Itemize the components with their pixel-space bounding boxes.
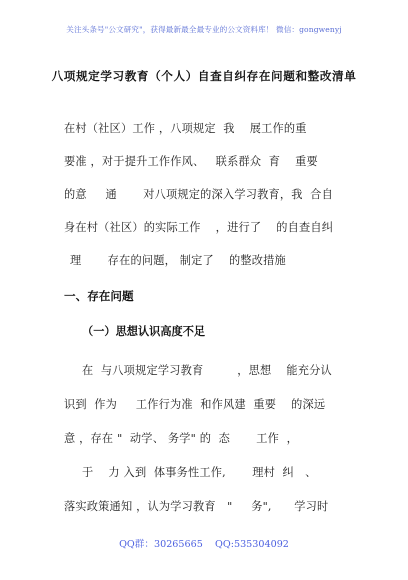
intro-line: 要准 ，对于提升工作作风、 联系群众 育 重要 (64, 155, 318, 168)
body-line: 在 与八项规定学习教育 ，思想 能充分认 (82, 364, 332, 377)
intro-line: 的意 通 对八项规定的深入学习教育，我 合自 (64, 188, 333, 201)
body-line: 于 力 入到 体事务性工作, 理村 纠 、 (82, 466, 317, 479)
intro-line: 身在村（社区）的实际工作 ，进行了 的自查自纠 (64, 221, 334, 234)
subsection-heading: （一）思想认识高度不足 (82, 324, 206, 338)
document-title: 八项规定学习教育（个人）自查自纠存在问题和整改清单 (51, 69, 357, 83)
body-line: 识到 作为 工作行为准 和作风建 重要 的深远 (64, 398, 326, 411)
body-line: 落实政策通知 ，认为学习教育 " 务", 学习时 (64, 500, 329, 513)
intro-line: 在村（社区）工作 ，八项规定 我 展工作的重 (64, 122, 307, 135)
intro-line: 理 存在的问题， 制定了 的整改措施 (70, 254, 286, 267)
header-promo-note: 关注头条号"公文研究"，获得最新最全最专业的公文资料库！ 微信：gongwenyj (66, 25, 342, 34)
body-line: 意 ，存在 " 动学、 务学" 的 态 工作 ， (64, 432, 298, 445)
footer-contact: QQ群：30265665 QQ:535304092 (119, 539, 289, 550)
section-heading: 一、存在问题 (64, 289, 134, 303)
